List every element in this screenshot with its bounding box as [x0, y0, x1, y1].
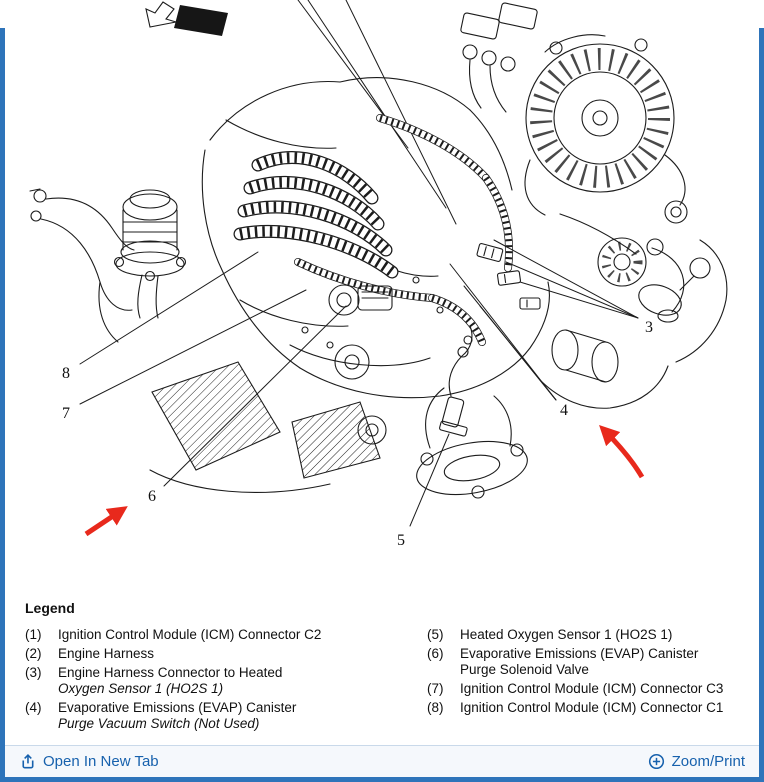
legend-item-text: Oxygen Sensor 1 (HO2S 1): [58, 681, 224, 696]
misc-right-drawing: [540, 240, 727, 408]
callout-5: 5: [397, 532, 405, 549]
hatched-bracket-drawing: [150, 362, 386, 492]
legend-item-8: [427, 700, 756, 716]
legend-item-text: Heated Oxygen Sensor 1 (HO2S 1): [460, 627, 673, 642]
legend-item-text: Ignition Control Module (ICM) Connector C2: [58, 627, 322, 642]
legend: [0, 600, 756, 735]
black-slab: [174, 5, 228, 36]
purge-solenoid-drawing: [290, 277, 443, 379]
open-in-new-tab-button[interactable]: [19, 753, 159, 770]
legend-item-number: (7): [427, 681, 444, 696]
legend-title: Legend: [25, 600, 75, 616]
legend-item-7: [427, 681, 756, 697]
legend-item-text: Engine Harness: [58, 646, 155, 661]
zoom-print-icon: [648, 753, 665, 770]
vacuum-hoses-drawing: [30, 189, 134, 342]
zoom-print-label: Zoom/Print: [671, 753, 745, 770]
legend-columns: [25, 627, 756, 735]
legend-item-text: Purge Solenoid Valve: [460, 662, 589, 677]
intake-runners-drawing: [240, 158, 392, 272]
legend-item-number: (8): [427, 700, 444, 715]
callout-4: 4: [560, 402, 568, 419]
legend-item-text: Evaporative Emissions (EVAP) Canister: [58, 700, 297, 715]
egr-valve-drawing: [115, 190, 186, 318]
legend-item-2: [25, 646, 427, 662]
callout-7: 7: [62, 405, 70, 422]
red-arrow-left: [86, 510, 122, 534]
legend-item-3: [25, 665, 427, 697]
legend-column-left: [25, 627, 427, 735]
red-arrow-right: [604, 430, 642, 477]
callout-8: 8: [62, 365, 70, 382]
ignition-coils-drawing: [460, 2, 537, 112]
direction-arrow-glyph: [146, 2, 228, 36]
legend-item-number: (4): [25, 700, 42, 715]
zoom-print-button[interactable]: [648, 753, 745, 770]
legend-item-1: [25, 627, 427, 643]
legend-item-number: (2): [25, 646, 42, 661]
legend-item-4: [25, 700, 427, 732]
open-in-new-tab-label: Open In New Tab: [43, 753, 159, 770]
legend-item-text: Ignition Control Module (ICM) Connector C1: [460, 700, 724, 715]
exhaust-and-o2-sensor-drawing: [413, 326, 532, 502]
legend-item-text: Purge Vacuum Switch (Not Used): [58, 716, 260, 731]
legend-item-number: (5): [427, 627, 444, 642]
legend-item-number: (6): [427, 646, 444, 661]
legend-item-6: [427, 646, 756, 678]
legend-item-text: Engine Harness Connector to Heated: [58, 665, 283, 680]
wiring-harness-drawing: [298, 118, 509, 342]
legend-item-number: (1): [25, 627, 42, 642]
legend-column-right: [427, 627, 756, 735]
legend-item-text: Ignition Control Module (ICM) Connector C3: [460, 681, 724, 696]
legend-item-5: [427, 627, 756, 643]
legend-item-text: Evaporative Emissions (EVAP) Canister: [460, 646, 699, 661]
viewer-toolbar: [5, 745, 759, 777]
open-in-new-tab-icon: [19, 753, 36, 770]
callout-6: 6: [148, 488, 156, 505]
callout-3: 3: [645, 319, 653, 336]
alternator-drawing: [525, 35, 687, 223]
legend-item-number: (3): [25, 665, 42, 680]
